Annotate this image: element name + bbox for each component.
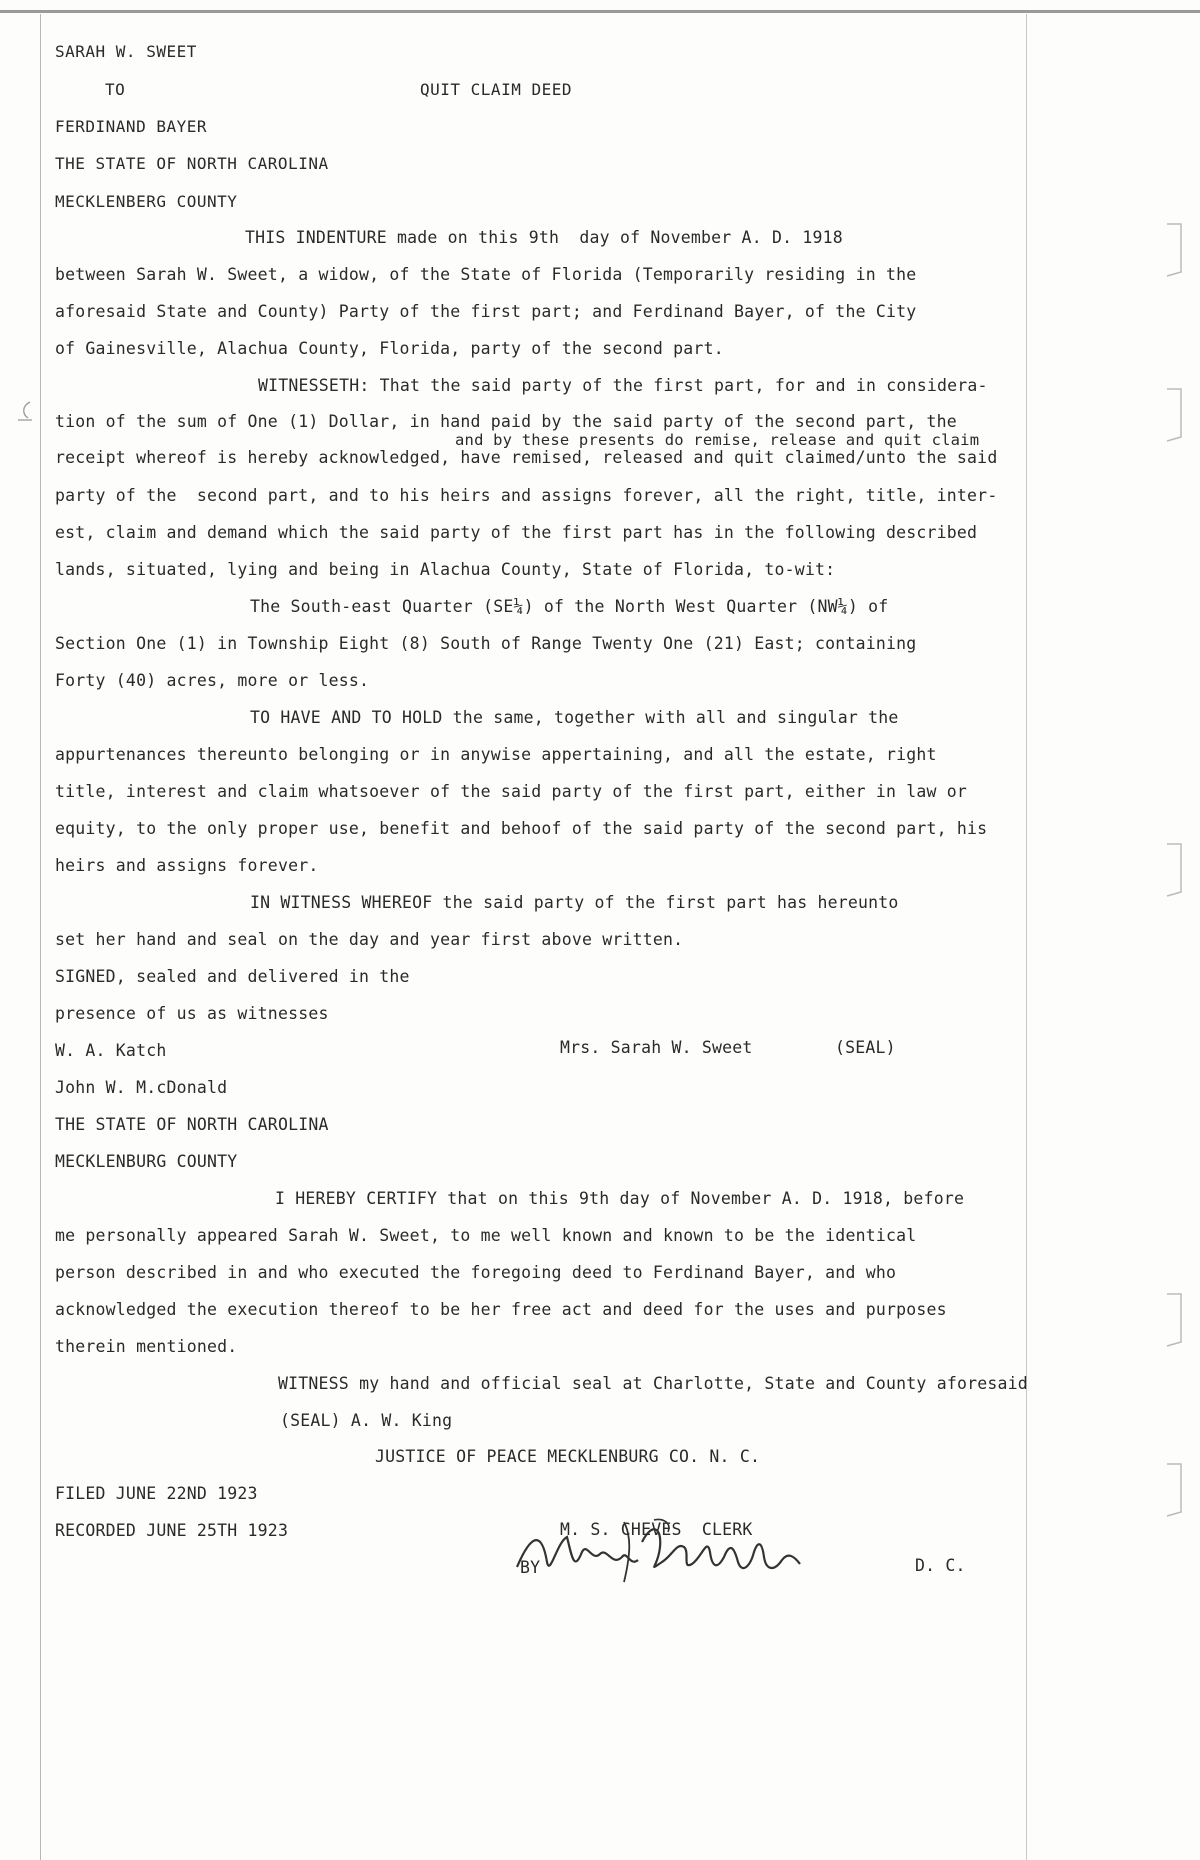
body-line: appurtenances thereunto belonging or in anywise appertaining, and all the estate, right	[55, 745, 937, 764]
body-line: set her hand and seal on the day and year first above written.	[55, 930, 684, 949]
body-line: est, claim and demand which the said party of the first part has in the following described	[55, 523, 978, 542]
witness-name: John W. M.cDonald	[55, 1078, 228, 1097]
justice-title: JUSTICE OF PEACE MECKLENBURG CO. N. C.	[375, 1447, 761, 1466]
body-line: lands, situated, lying and being in Alachua County, State of Florida, to-wit:	[55, 560, 836, 579]
body-line: receipt whereof is hereby acknowledged, have remised, released and quit claimed/unto the said	[55, 448, 998, 467]
testimonium-line: IN WITNESS WHEREOF the said party of the first part has hereunto	[250, 893, 899, 912]
by-label: BY	[520, 1558, 541, 1577]
grantor-name: SARAH W. SWEET	[55, 42, 197, 61]
margin-bracket-mark	[1163, 1290, 1187, 1350]
recorded-date: RECORDED JUNE 25TH 1923	[55, 1521, 289, 1540]
certificate-line: therein mentioned.	[55, 1337, 238, 1356]
habendum-line: TO HAVE AND TO HOLD the same, together with all and singular the	[250, 708, 899, 727]
body-line: SIGNED, sealed and delivered in the	[55, 967, 410, 986]
seal-mark: (SEAL)	[835, 1038, 896, 1057]
body-line: heirs and assigns forever.	[55, 856, 319, 875]
state-heading: THE STATE OF NORTH CAROLINA	[55, 154, 329, 173]
body-line: Forty (40) acres, more or less.	[55, 671, 370, 690]
body-line: between Sarah W. Sweet, a widow, of the State of Florida (Temporarily residing in the	[55, 265, 917, 284]
filed-date: FILED JUNE 22ND 1923	[55, 1484, 258, 1503]
justice-signature-line: (SEAL) A. W. King	[280, 1411, 453, 1430]
certificate-line: acknowledged the execution thereof to be her free act and deed for the uses and purposes	[55, 1300, 947, 1319]
grantor-signature-name: Mrs. Sarah W. Sweet	[560, 1038, 753, 1057]
clerk-line: M. S. CHEVES CLERK	[560, 1520, 753, 1539]
certificate-line: I HEREBY CERTIFY that on this 9th day of November A. D. 1918, before	[275, 1189, 965, 1208]
body-line: Section One (1) in Township Eight (8) South of Range Twenty One (21) East; containing	[55, 634, 917, 653]
county-heading: MECKLENBERG COUNTY	[55, 192, 238, 211]
margin-bracket-mark	[1163, 385, 1187, 445]
typed-insertion: and by these presents do remise, release and quit claim	[455, 431, 980, 449]
body-line: tion of the sum of One (1) Dollar, in hand paid by the said party of the second part, the	[55, 412, 957, 431]
grantee-name: FERDINAND BAYER	[55, 117, 207, 136]
witness-name: W. A. Katch	[55, 1041, 167, 1060]
certificate-county: MECKLENBURG COUNTY	[55, 1152, 238, 1171]
document-type: QUIT CLAIM DEED	[420, 80, 572, 99]
right-margin-line	[1026, 14, 1027, 1860]
certificate-line: WITNESS my hand and official seal at Charlotte, State and County aforesaid	[278, 1374, 1028, 1393]
left-margin-line	[40, 14, 41, 1860]
to-label: TO	[105, 80, 126, 99]
body-line: title, interest and claim whatsoever of the said party of the first part, either in law or	[55, 782, 968, 801]
body-line: party of the second part, and to his heirs and assigns forever, all the right, title, inter-	[55, 486, 998, 505]
margin-bracket-mark	[1163, 1460, 1187, 1520]
body-line: of Gainesville, Alachua County, Florida, party of the second part.	[55, 339, 724, 358]
margin-tick-mark	[16, 400, 36, 424]
handwritten-signature	[512, 1512, 812, 1592]
body-line: aforesaid State and County) Party of the first part; and Ferdinand Bayer, of the City	[55, 302, 917, 321]
body-line: presence of us as witnesses	[55, 1004, 329, 1023]
body-line: equity, to the only proper use, benefit and behoof of the said party of the second part, his	[55, 819, 988, 838]
body-line: THIS INDENTURE made on this 9th day of November A. D. 1918	[245, 228, 843, 247]
deputy-clerk-label: D. C.	[915, 1556, 966, 1575]
property-description: The South-east Quarter (SE¼) of the North West Quarter (NW¼) of	[250, 597, 889, 616]
certificate-line: person described in and who executed the foregoing deed to Ferdinand Bayer, and who	[55, 1263, 897, 1282]
body-line: WITNESSETH: That the said party of the first part, for and in considera-	[258, 376, 988, 395]
margin-bracket-mark	[1163, 220, 1187, 280]
margin-bracket-mark	[1163, 840, 1187, 900]
certificate-state: THE STATE OF NORTH CAROLINA	[55, 1115, 329, 1134]
top-edge-line	[0, 10, 1200, 13]
certificate-line: me personally appeared Sarah W. Sweet, to me well known and known to be the identical	[55, 1226, 917, 1245]
